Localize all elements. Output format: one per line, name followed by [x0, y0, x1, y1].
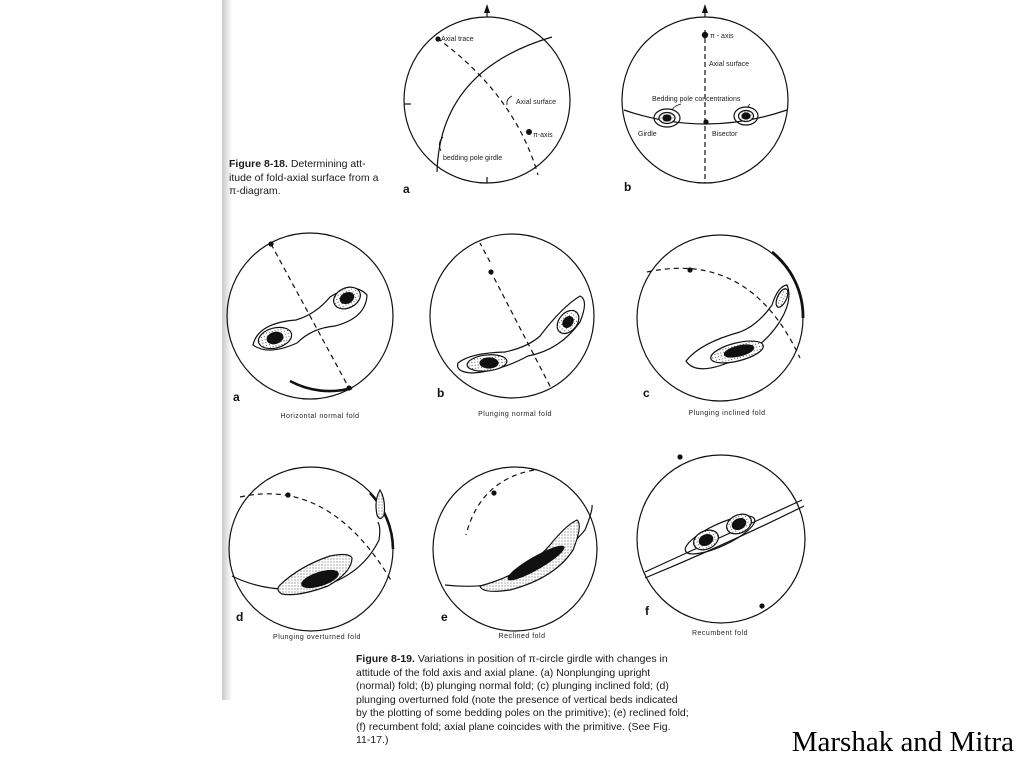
label-plunging-overturned-fold: Plunging overturned fold: [273, 634, 361, 641]
figure-8-18-title: Figure 8-18.: [229, 158, 288, 170]
stereonet-8-19c: [637, 235, 803, 401]
label-bisector: Bisector: [712, 131, 738, 138]
fig-8-19-letter-a: a: [233, 390, 240, 404]
label-bedding-pole-girdle: bedding pole girdle: [443, 155, 503, 162]
figure-8-19-caption: [356, 653, 696, 748]
label-pi-axis-b: π - axis: [710, 33, 734, 40]
fig-8-18-letter-a: a: [403, 182, 410, 196]
label-girdle: Girdle: [638, 131, 657, 138]
figure-8-18-caption-text: Determining att- itude of fold-axial surface from a π-diagram.: [229, 158, 379, 197]
attribution: Marshak and Mitra: [791, 726, 1014, 758]
figure-8-19-caption-text: Variations in position of π-circle girdle with changes in attitude of the fold axis and axial plane. (a) Nonplunging upright (normal) fold; (b) plunging normal fold; (c) plunging inclined fold; (d) plunging overturned fold (note the presence of vertical beds indicated by the plotting of some bedding poles on the primitive); (e) reclined fold; (f) recumbent fold; axial plane coincides with the primitive. (See Fig. 11-17.): [356, 653, 689, 746]
label-bedding-pole-concentrations: Bedding pole concentrations: [652, 96, 741, 103]
stereonet-8-19a: [227, 233, 393, 399]
label-reclined-fold: Reclined fold: [498, 633, 546, 640]
fig-8-19-letter-f: f: [645, 604, 649, 618]
stereonet-8-19f: [637, 455, 805, 623]
stereonet-8-18b: [622, 4, 788, 183]
label-axial-surface-a: Axial surface: [516, 99, 557, 106]
label-recumbent-fold: Recumbent fold: [691, 630, 749, 637]
label-axial-surface-b: Axial surface: [709, 61, 750, 68]
stereonet-8-19d: [229, 467, 393, 631]
label-plunging-inclined-fold: Plunging inclined fold: [688, 410, 766, 417]
figure-8-18-caption: [229, 158, 399, 199]
fig-8-19-letter-e: e: [441, 610, 448, 624]
fig-8-19-letter-c: c: [643, 386, 650, 400]
label-plunging-normal-fold: Plunging normal fold: [478, 411, 552, 418]
figure-8-19-title: Figure 8-19.: [356, 653, 415, 665]
fig-8-18-letter-b: b: [624, 180, 632, 194]
label-pi-axis-a: π-axis: [533, 132, 553, 139]
stereonet-8-19e: [433, 467, 597, 631]
label-horizontal-normal-fold: Horizontal normal fold: [280, 413, 360, 420]
fig-8-19-letter-d: d: [236, 610, 244, 624]
fig-8-19-letter-b: b: [437, 386, 445, 400]
label-axial-trace: Axial trace: [441, 36, 474, 43]
stereonet-8-19b: [430, 234, 594, 398]
